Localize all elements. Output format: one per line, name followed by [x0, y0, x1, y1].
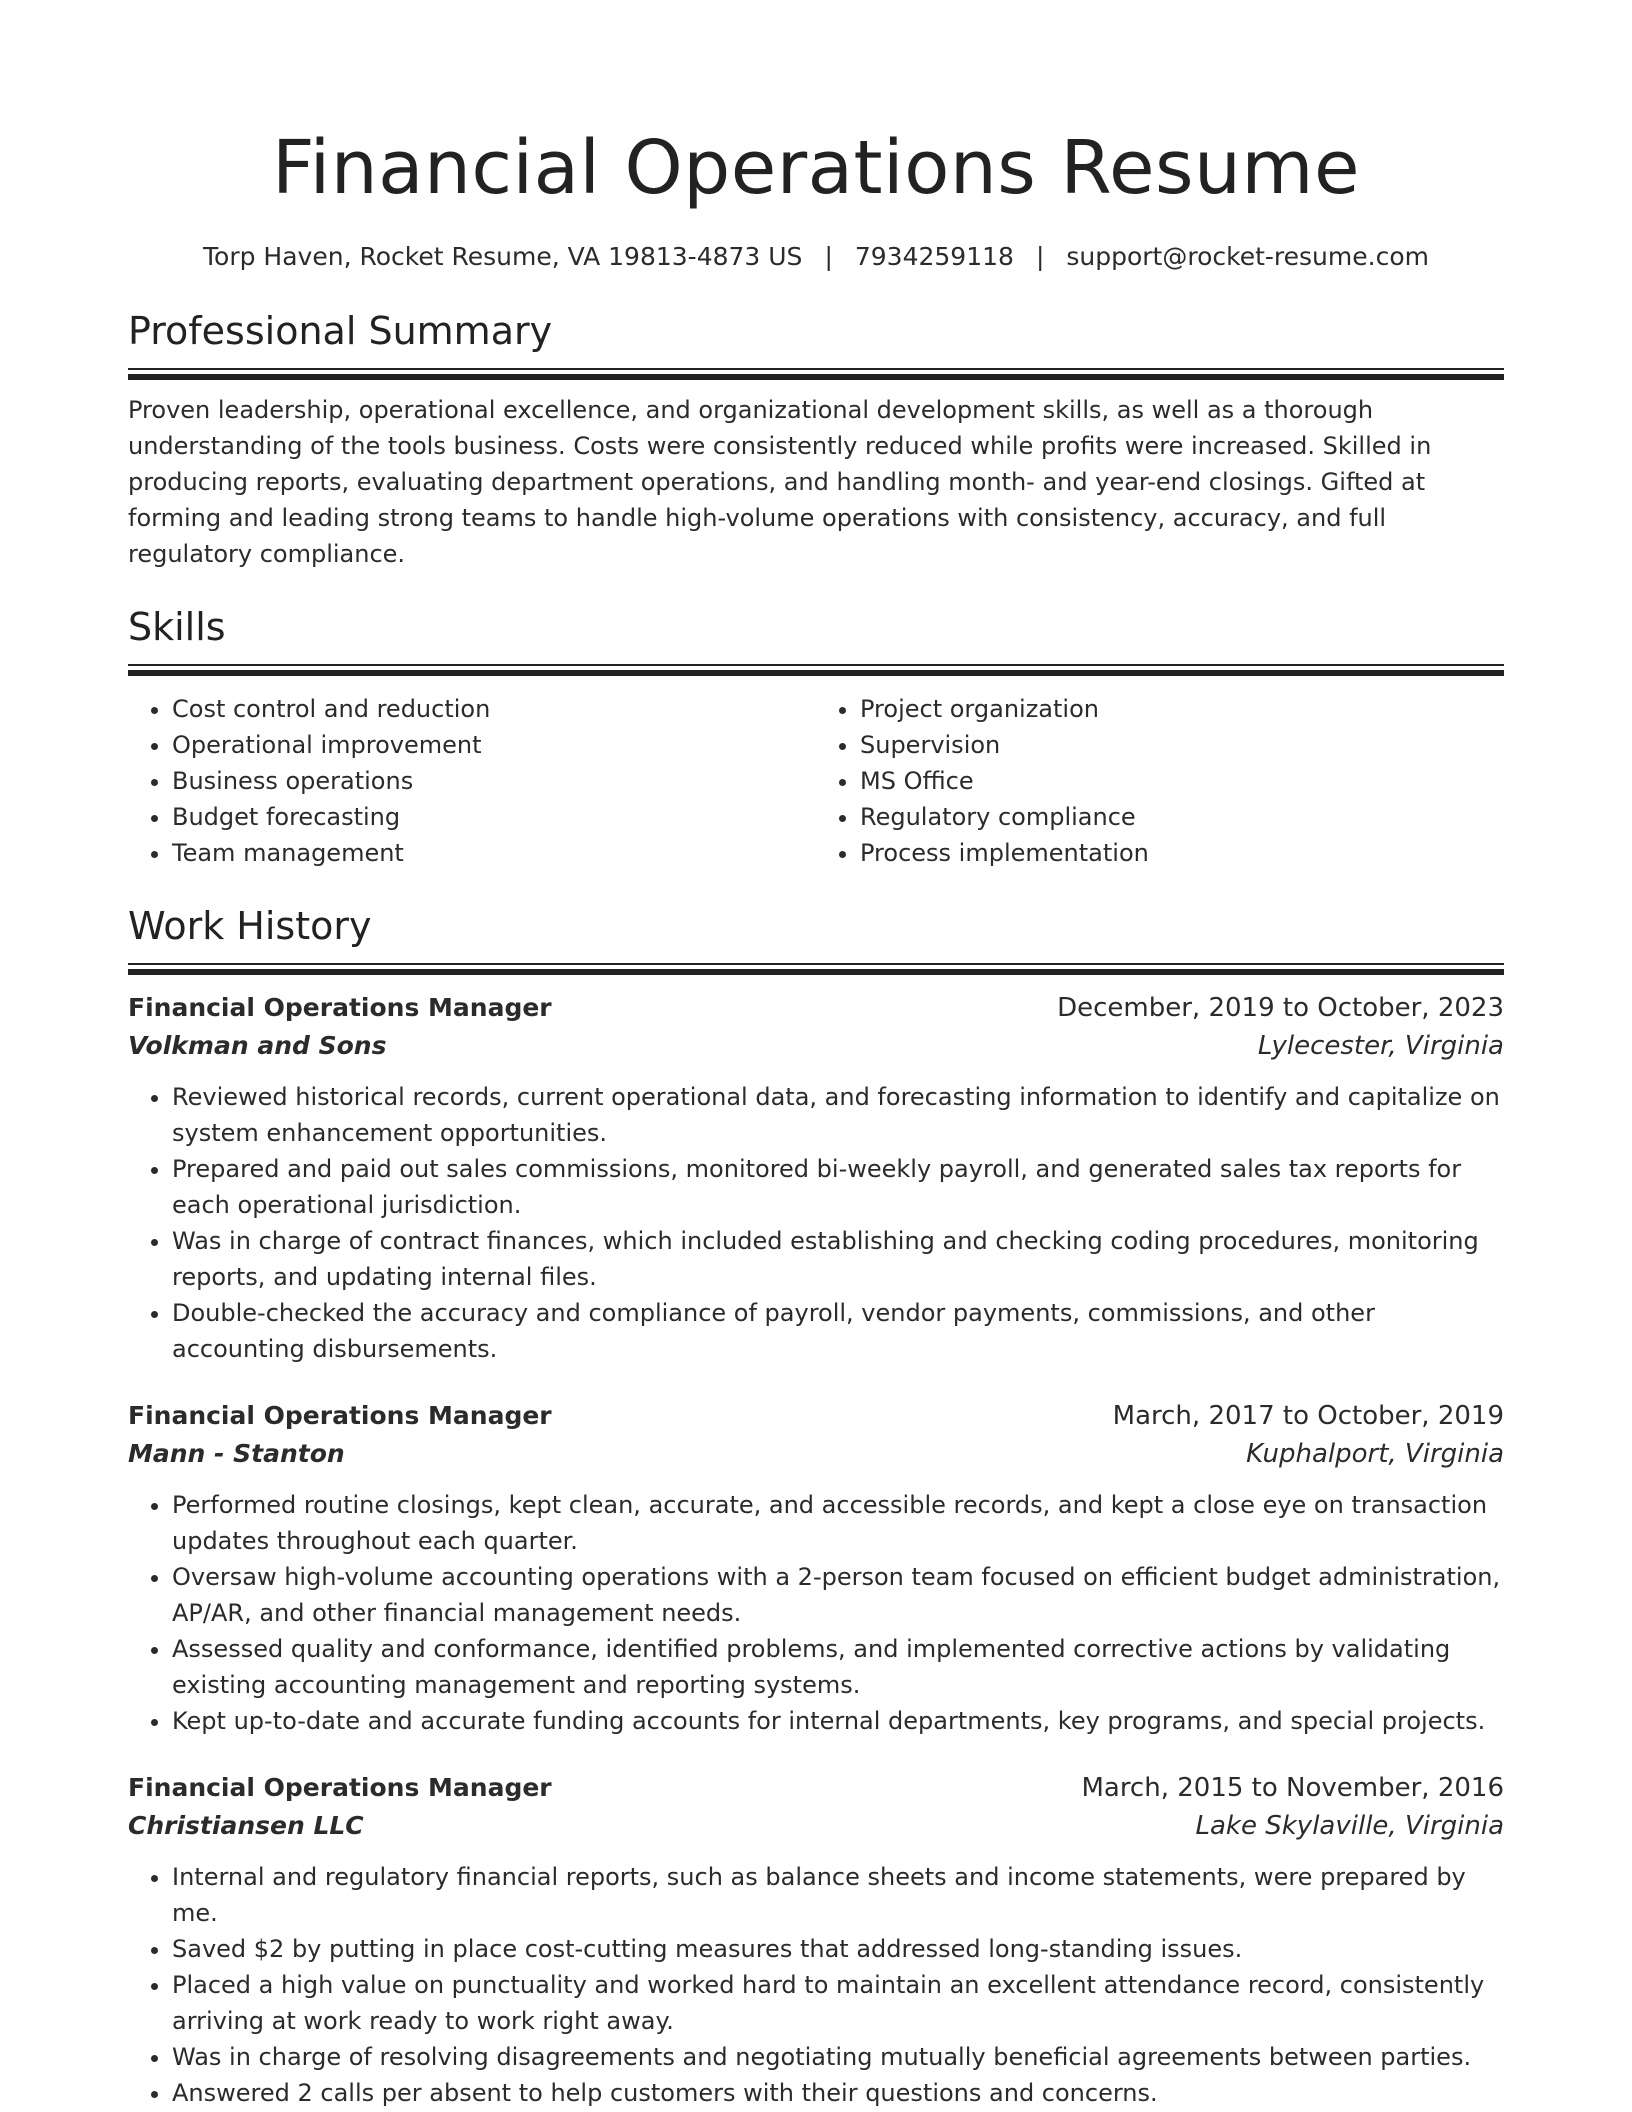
work-heading: Work History	[128, 904, 372, 948]
section-divider	[128, 963, 1504, 975]
skills-list-left	[128, 691, 816, 871]
job-company: Volkman and Sons	[128, 1031, 387, 1060]
job-company: Mann - Stanton	[128, 1439, 345, 1468]
job-bullet: • Oversaw high-volume accounting operations with a 2-person team focused on efficient budget administration, AP/AR, and other financial management needs.	[172, 1559, 1504, 1631]
skill-item: • Team management	[172, 835, 816, 871]
skill-item: • Business operations	[172, 763, 816, 799]
job-dates: December, 2019 to October, 2023	[1057, 993, 1504, 1023]
skill-item: • MS Office	[860, 763, 1504, 799]
job-entry	[128, 989, 1504, 1367]
skills-columns	[128, 691, 1504, 871]
contact-email[interactable]: support@rocket-resume.com	[1066, 242, 1429, 271]
summary-text: Proven leadership, operational excellence, and organizational development skills, as well as a thorough understanding of the tools business. Costs were consistently reduced while profits were increased. Skilled in producing reports, evaluating department operations, and handling month- and year-end closings. Gifted at forming and leading strong teams to handle high-volume operations with consistency, accuracy, and full regulatory compliance.	[128, 396, 1432, 568]
skill-item: • Regulatory compliance	[860, 799, 1504, 835]
section-divider	[128, 664, 1504, 676]
job-bullets	[128, 1079, 1504, 1367]
job-company: Christiansen LLC	[128, 1811, 364, 1840]
skills-list-right	[816, 691, 1504, 871]
job-title: Financial Operations Manager	[128, 1773, 552, 1802]
contact-phone: 7934259118	[854, 242, 1014, 271]
job-title: Financial Operations Manager	[128, 1401, 552, 1430]
job-dates: March, 2017 to October, 2019	[1112, 1401, 1504, 1431]
contact-line	[128, 240, 1504, 274]
skill-item: • Project organization	[860, 691, 1504, 727]
job-bullet: • Was in charge of contract finances, which included establishing and checking coding procedures, monitoring reports, and updating internal files.	[172, 1223, 1504, 1295]
skill-item: • Operational improvement	[172, 727, 816, 763]
summary-heading: Professional Summary	[128, 309, 553, 353]
skill-item: • Process implementation	[860, 835, 1504, 871]
skill-item: • Cost control and reduction	[172, 691, 816, 727]
job-bullet: • Was in charge of resolving disagreements and negotiating mutually beneficial agreements between parties.	[172, 2039, 1504, 2075]
job-entry	[128, 1769, 1504, 2111]
job-dates: March, 2015 to November, 2016	[1081, 1773, 1504, 1803]
section-divider	[128, 368, 1504, 380]
resume-page	[128, 0, 1504, 2111]
resume-title: Financial Operations Resume	[271, 125, 1361, 211]
skills-section	[128, 602, 1504, 871]
job-bullet: • Kept up-to-date and accurate funding accounts for internal departments, key programs, and special projects.	[172, 1703, 1504, 1739]
job-bullet: • Double-checked the accuracy and compliance of payroll, vendor payments, commissions, and other accounting disbursements.	[172, 1295, 1504, 1367]
job-subheader	[128, 1435, 1504, 1473]
contact-address: Torp Haven, Rocket Resume, VA 19813-4873 US	[203, 242, 803, 271]
job-subheader	[128, 1807, 1504, 1845]
job-bullet: • Reviewed historical records, current operational data, and forecasting information to identify and capitalize on system enhancement opportunities.	[172, 1079, 1504, 1151]
job-location: Lylecester, Virginia	[1257, 1031, 1504, 1061]
contact-separator: |	[824, 242, 833, 271]
skill-item: • Supervision	[860, 727, 1504, 763]
job-bullet: • Internal and regulatory financial reports, such as balance sheets and income statements, were prepared by me.	[172, 1859, 1504, 1931]
job-bullets	[128, 1859, 1504, 2111]
skills-heading: Skills	[128, 605, 226, 649]
job-bullets	[128, 1487, 1504, 1739]
skill-item: • Budget forecasting	[172, 799, 816, 835]
work-section	[128, 901, 1504, 2111]
job-header	[128, 989, 1504, 1027]
job-bullet: • Prepared and paid out sales commissions, monitored bi-weekly payroll, and generated sales tax reports for each operational jurisdiction.	[172, 1151, 1504, 1223]
job-bullet: • Assessed quality and conformance, identified problems, and implemented corrective actions by validating existing accounting management and reporting systems.	[172, 1631, 1504, 1703]
job-bullet: • Placed a high value on punctuality and worked hard to maintain an excellent attendance record, consistently arriving at work ready to work right away.	[172, 1967, 1504, 2039]
job-location: Kuphalport, Virginia	[1246, 1439, 1504, 1469]
job-location: Lake Skylaville, Virginia	[1195, 1811, 1504, 1841]
job-subheader	[128, 1027, 1504, 1065]
job-title: Financial Operations Manager	[128, 993, 552, 1022]
job-entry	[128, 1397, 1504, 1739]
job-bullet: • Answered 2 calls per absent to help customers with their questions and concerns.	[172, 2075, 1504, 2111]
job-bullet: • Saved $2 by putting in place cost-cutting measures that addressed long-standing issues.	[172, 1931, 1504, 1967]
summary-section	[128, 306, 1504, 572]
job-bullet: • Performed routine closings, kept clean, accurate, and accessible records, and kept a close eye on transaction updates throughout each quarter.	[172, 1487, 1504, 1559]
job-header	[128, 1769, 1504, 1807]
job-header	[128, 1397, 1504, 1435]
contact-separator: |	[1035, 242, 1045, 271]
